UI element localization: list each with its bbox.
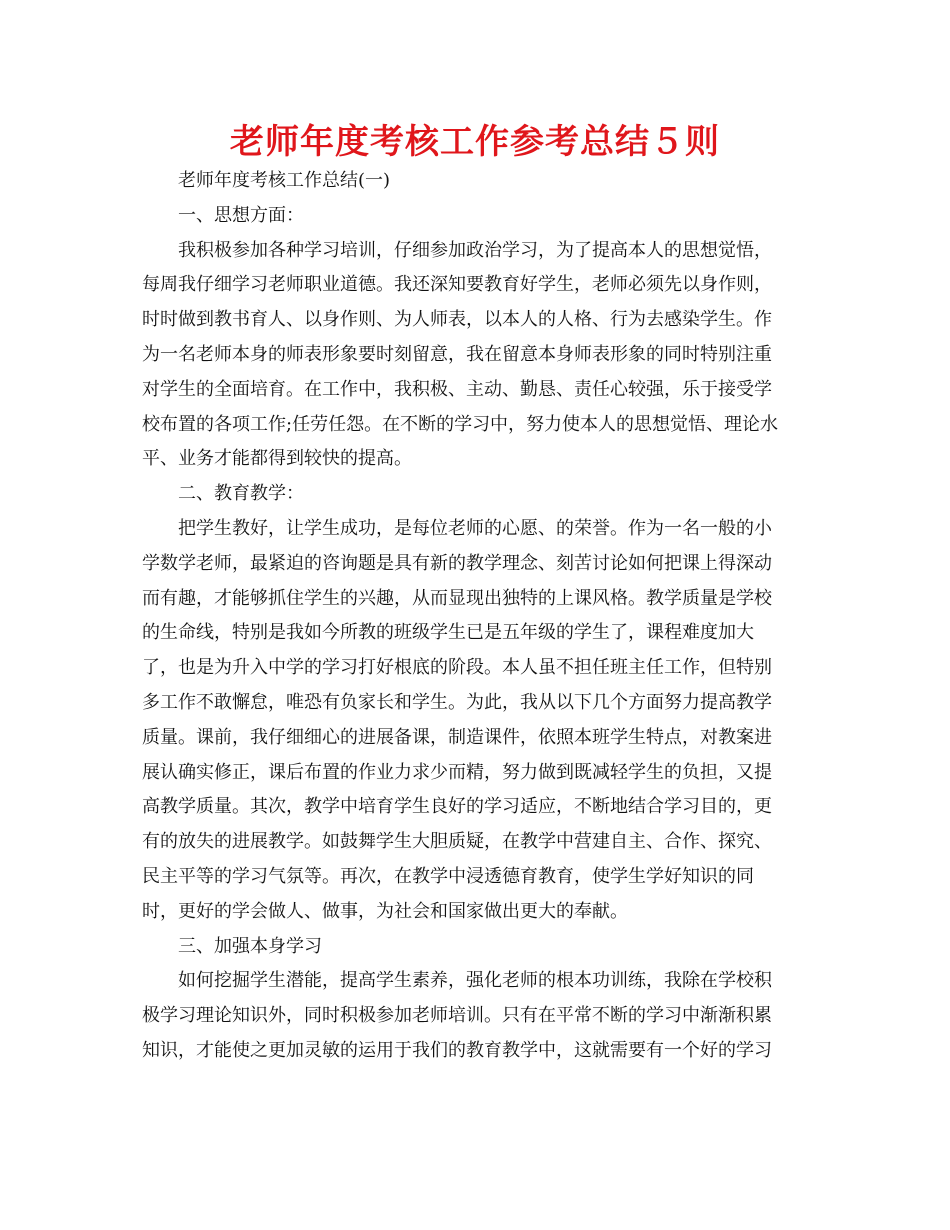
text-line: 了，也是为升入中学的学习打好根底的阶段。本人虽不担任班主任工作，但特别 bbox=[142, 657, 772, 679]
text-line: 校布置的各项工作;任劳任怨。在不断的学习中，努力使本人的思想觉悟、理论水 bbox=[142, 413, 779, 435]
text-line: 每周我仔细学习老师职业道德。我还深知要教育好学生，老师必须先以身作则， bbox=[142, 274, 772, 296]
text-line: 一、思想方面： bbox=[178, 204, 304, 226]
text-line: 学数学老师，最紧迫的咨询题是具有新的教学理念、刻苦讨论如何把课上得深动 bbox=[142, 552, 772, 574]
text-line: 展认确实修正，课后布置的作业力求少而精，努力做到既减轻学生的负担，又提 bbox=[142, 761, 772, 783]
text-line: 民主平等的学习气氛等。再次，在教学中浸透德育教育，使学生学好知识的同 bbox=[142, 865, 754, 887]
text-line: 二、教育教学： bbox=[178, 483, 304, 505]
document-title: 老师年度考核工作参考总结５则 bbox=[230, 122, 720, 162]
text-line: 时，更好的学会做人、做事，为社会和国家做出更大的奉献。 bbox=[142, 900, 628, 922]
text-line: 高教学质量。其次，教学中培育学生良好的学习适应，不断地结合学习目的，更 bbox=[142, 796, 772, 818]
text-line: 极学习理论知识外，同时积极参加老师培训。只有在平常不断的学习中渐渐积累 bbox=[142, 1005, 772, 1027]
text-line: 三、加强本身学习 bbox=[178, 935, 322, 957]
text-line: 老师年度考核工作总结(一) bbox=[178, 170, 391, 191]
text-line: 有的放失的进展教学。如鼓舞学生大胆质疑，在教学中营建自主、合作、探究、 bbox=[142, 831, 772, 853]
text-line: 知识，才能使之更加灵敏的运用于我们的教育教学中，这就需要有一个好的学习 bbox=[142, 1039, 772, 1061]
text-line: 对学生的全面培育。在工作中，我积极、主动、勤恳、责任心较强，乐于接受学 bbox=[142, 378, 772, 400]
text-line: 如何挖掘学生潜能，提高学生素养，强化老师的根本功训练，我除在学校积 bbox=[178, 970, 772, 992]
text-line: 我积极参加各种学习培训，仔细参加政治学习，为了提高本人的思想觉悟， bbox=[178, 239, 772, 261]
text-line: 把学生教好，让学生成功，是每位老师的心愿、的荣誉。作为一名一般的小 bbox=[178, 517, 772, 539]
text-line: 而有趣，才能够抓住学生的兴趣，从而显现出独特的上课风格。教学质量是学校 bbox=[142, 587, 772, 609]
text-line: 时时做到教书育人、以身作则、为人师表，以本人的人格、行为去感染学生。作 bbox=[142, 309, 772, 331]
text-line: 质量。课前，我仔细细心的进展备课，制造课件，依照本班学生特点，对教案进 bbox=[142, 726, 772, 748]
text-line: 的生命线，特别是我如今所教的班级学生已是五年级的学生了，课程难度加大 bbox=[142, 622, 754, 644]
document-body bbox=[142, 164, 802, 1069]
text-line: 平、业务才能都得到较快的提高。 bbox=[142, 448, 412, 470]
text-line: 为一名老师本身的师表形象要时刻留意，我在留意本身师表形象的同时特别注重 bbox=[142, 343, 772, 365]
text-line: 多工作不敢懈怠，唯恐有负家长和学生。为此，我从以下几个方面努力提高教学 bbox=[142, 691, 772, 713]
